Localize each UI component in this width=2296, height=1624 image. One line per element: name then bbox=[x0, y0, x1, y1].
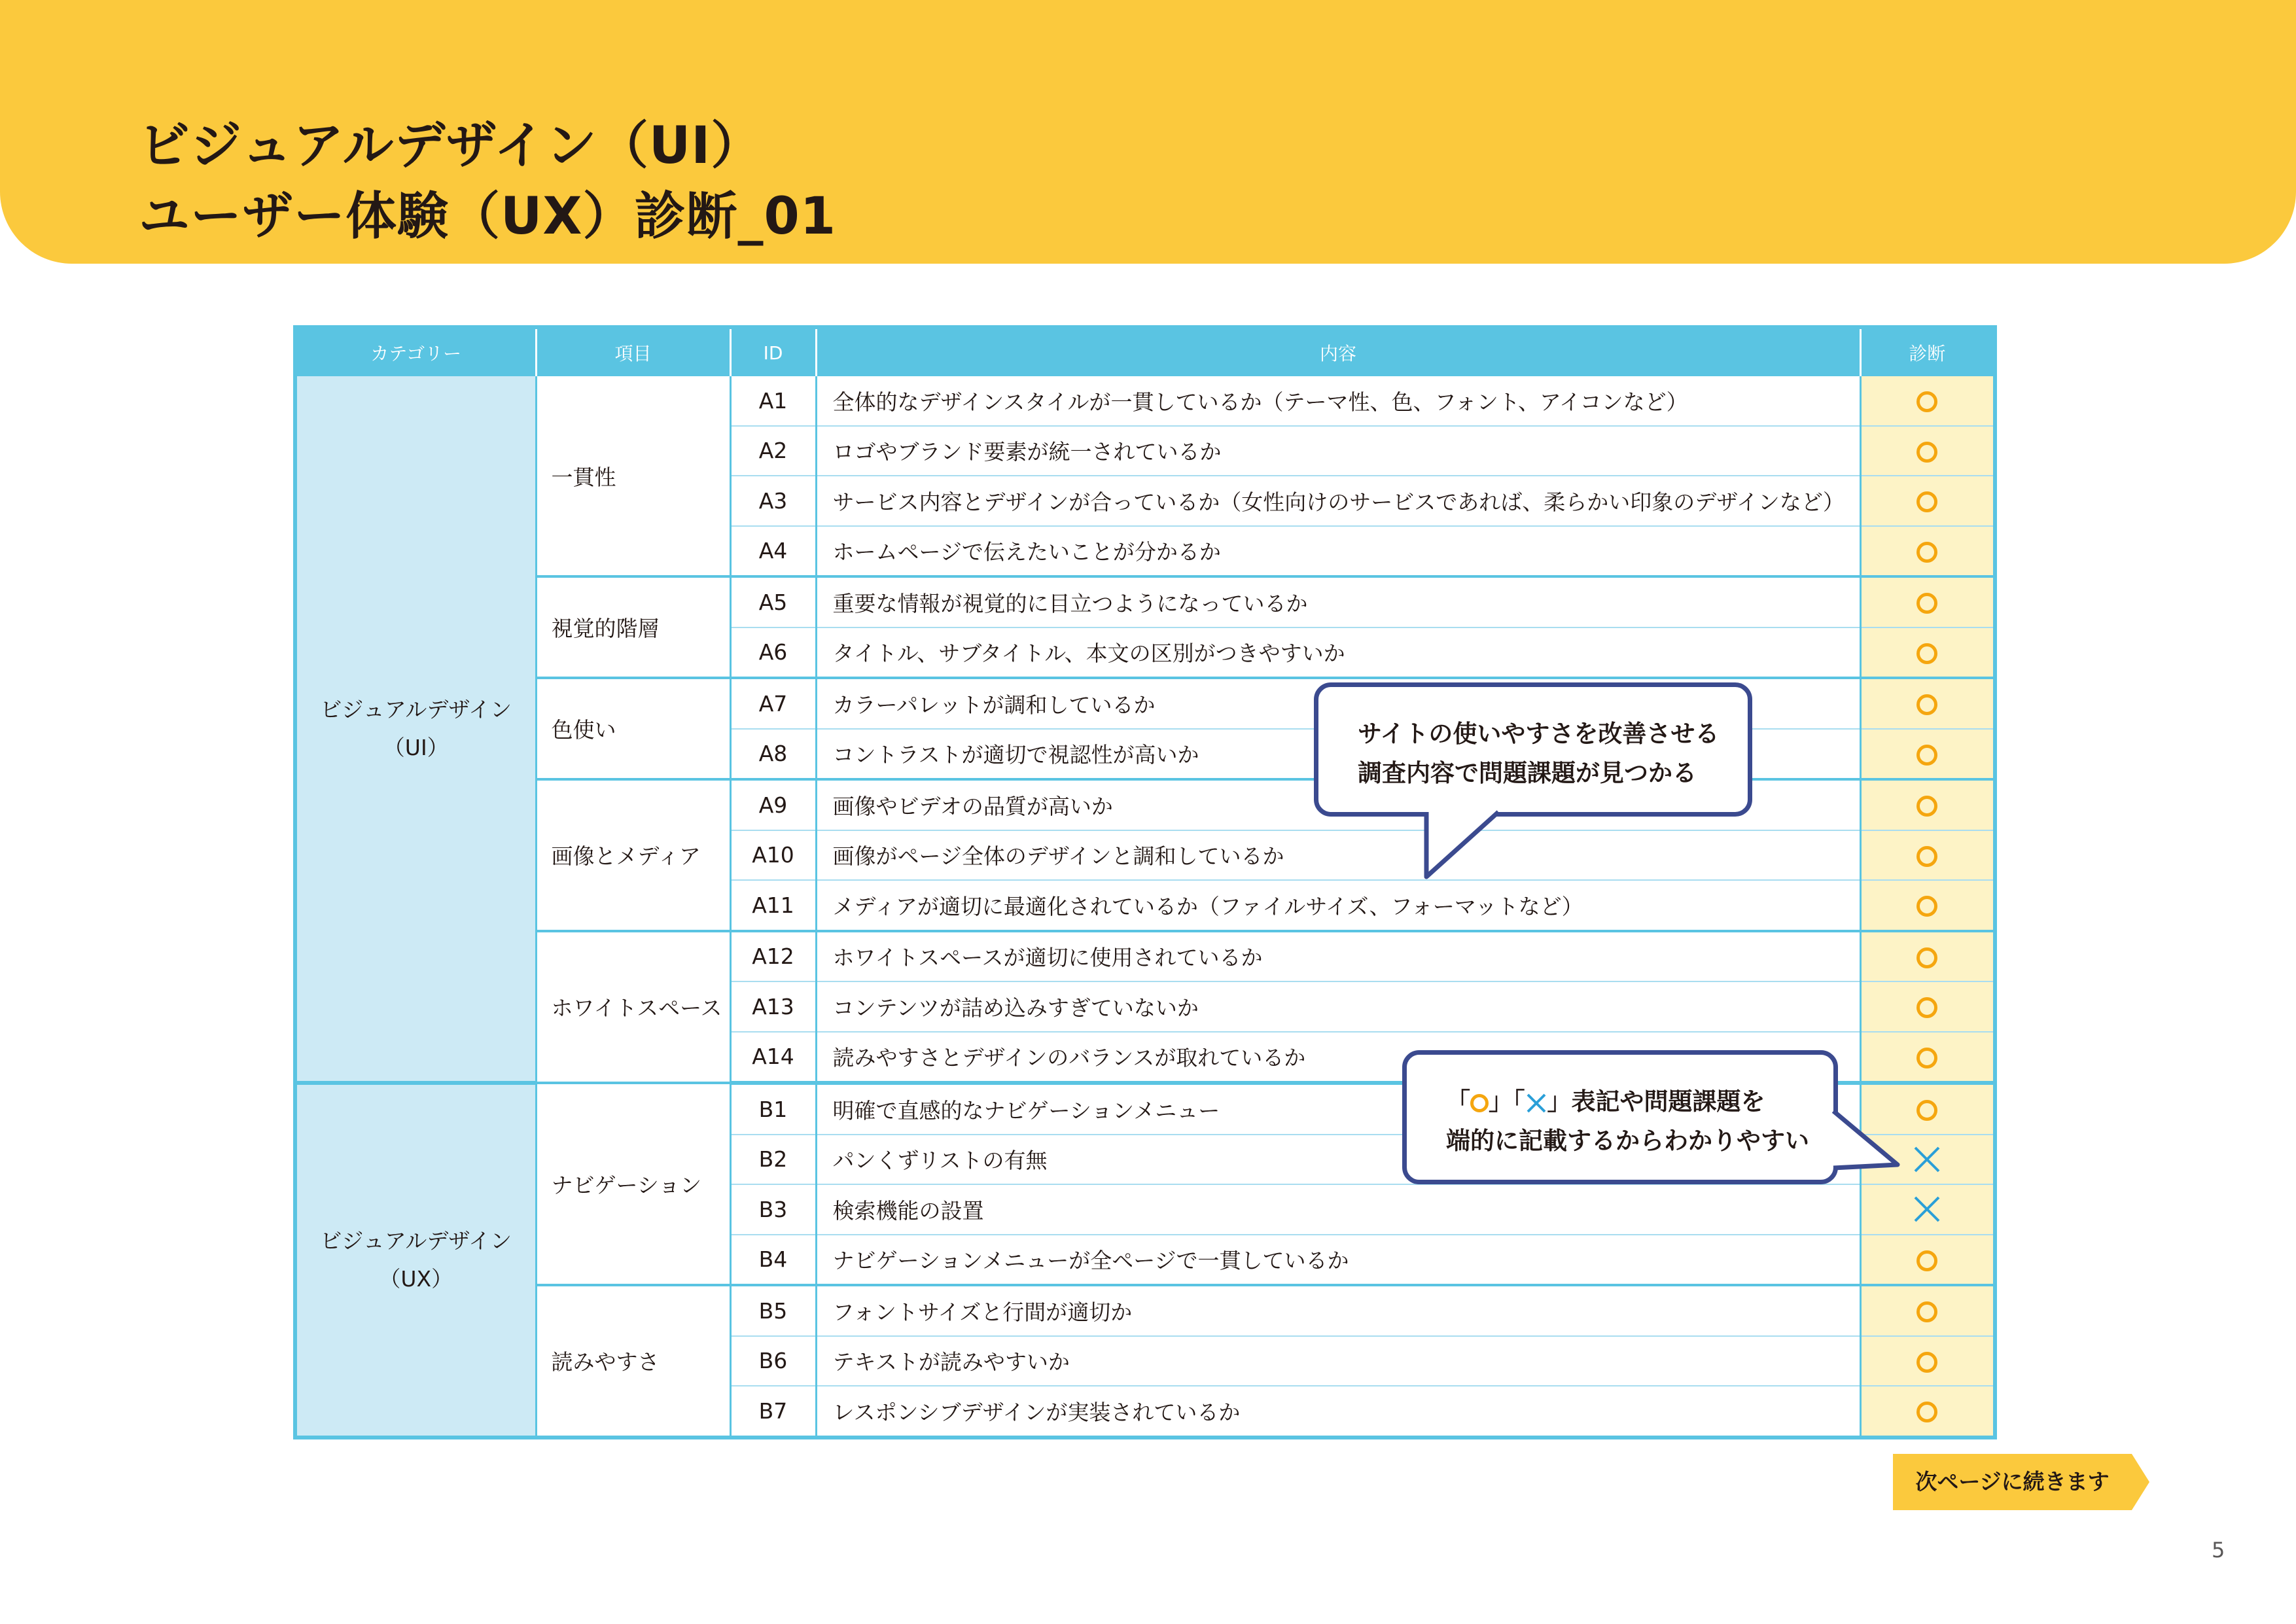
content-cell: 検索機能の設置 bbox=[816, 1184, 1860, 1235]
category-name: ビジュアルデザイン bbox=[320, 696, 512, 722]
id-cell: A4 bbox=[730, 526, 816, 577]
item-cell: 一貫性 bbox=[536, 376, 730, 576]
content-cell: メディアが適切に最適化されているか（ファイルサイズ、フォーマットなど） bbox=[816, 880, 1860, 931]
id-cell: A13 bbox=[730, 981, 816, 1032]
result-cell bbox=[1860, 931, 1995, 982]
id-cell: A11 bbox=[730, 880, 816, 931]
id-cell: B5 bbox=[730, 1285, 816, 1336]
page-title-line2: ユーザー体験（UX）診断_01 bbox=[139, 187, 837, 246]
content-cell: 全体的なデザインスタイルが一貫しているか（テーマ性、色、フォント、アイコンなど） bbox=[816, 376, 1860, 426]
next-page-label: 次ページに続きます bbox=[1915, 1469, 2110, 1494]
id-cell: A7 bbox=[730, 678, 816, 729]
result-cell bbox=[1860, 1285, 1995, 1336]
circle-mark-icon bbox=[1916, 1100, 1937, 1121]
callout-notation-tail bbox=[1832, 1106, 1911, 1178]
circle-mark-icon bbox=[1916, 796, 1937, 817]
circle-mark-icon bbox=[1916, 593, 1937, 614]
circle-mark-icon bbox=[1916, 846, 1937, 867]
cross-mark-icon bbox=[1913, 1195, 1941, 1224]
circle-mark-icon bbox=[1916, 491, 1937, 512]
content-cell: パンくずリストの有無 bbox=[816, 1135, 1860, 1185]
result-cell bbox=[1860, 981, 1995, 1032]
id-cell: A3 bbox=[730, 476, 816, 526]
id-cell: A2 bbox=[730, 426, 816, 476]
circle-mark-icon bbox=[1916, 694, 1937, 715]
callout-notation-line2: 端的に記載するからわかりやすい bbox=[1446, 1127, 1809, 1155]
category-name: ビジュアルデザイン bbox=[320, 1227, 512, 1254]
circle-mark-icon bbox=[1916, 947, 1937, 968]
column-header-content: 内容 bbox=[816, 327, 1860, 376]
id-cell: B3 bbox=[730, 1184, 816, 1235]
content-cell: ロゴやブランド要素が統一されているか bbox=[816, 426, 1860, 476]
id-cell: A5 bbox=[730, 576, 816, 627]
content-cell: コントラストが適切で視認性が高いか bbox=[816, 729, 1860, 780]
column-header-id: ID bbox=[730, 327, 816, 376]
result-cell bbox=[1860, 1336, 1995, 1386]
content-cell: レスポンシブデザインが実装されているか bbox=[816, 1386, 1860, 1438]
content-cell: カラーパレットが調和しているか bbox=[816, 678, 1860, 729]
column-header-category: カテゴリー bbox=[295, 327, 536, 376]
result-cell bbox=[1860, 779, 1995, 830]
content-cell: ホームページで伝えたいことが分かるか bbox=[816, 526, 1860, 577]
circle-mark-icon bbox=[1916, 442, 1937, 463]
table-row bbox=[295, 931, 1995, 982]
circle-mark-icon bbox=[1916, 896, 1937, 917]
result-cell bbox=[1860, 476, 1995, 526]
circle-mark-icon bbox=[1916, 542, 1937, 563]
callout-improvement-line1: サイトの使いやすさを改善させる bbox=[1358, 720, 1720, 748]
callout-bracket-close: 」 bbox=[1489, 1087, 1513, 1116]
content-cell: 重要な情報が視覚的に目立つようになっているか bbox=[816, 576, 1860, 627]
table-row bbox=[295, 576, 1995, 627]
id-cell: B4 bbox=[730, 1235, 816, 1286]
result-cell bbox=[1860, 678, 1995, 729]
result-cell bbox=[1860, 576, 1995, 627]
callout-bracket-open: 「 bbox=[1446, 1087, 1470, 1116]
result-cell bbox=[1860, 1184, 1995, 1235]
table-header-row bbox=[295, 327, 1995, 376]
content-cell: タイトル、サブタイトル、本文の区別がつきやすいか bbox=[816, 627, 1860, 679]
table-row bbox=[295, 1285, 1995, 1336]
callout-notation bbox=[1402, 1050, 1838, 1184]
id-cell: A14 bbox=[730, 1032, 816, 1084]
page-number: 5 bbox=[2212, 1538, 2225, 1562]
category-cell bbox=[295, 376, 536, 1083]
circle-mark-icon bbox=[1916, 1352, 1937, 1373]
circle-mark-icon bbox=[1916, 1301, 1937, 1322]
item-cell: 視覚的階層 bbox=[536, 576, 730, 678]
id-cell: B7 bbox=[730, 1386, 816, 1438]
callout-improvement-tail bbox=[1413, 810, 1518, 882]
circle-mark-icon bbox=[1916, 1402, 1937, 1422]
item-cell: ホワイトスペース bbox=[536, 931, 730, 1084]
callout-improvement bbox=[1314, 682, 1752, 817]
result-cell bbox=[1860, 880, 1995, 931]
id-cell: A12 bbox=[730, 931, 816, 982]
result-cell bbox=[1860, 627, 1995, 679]
id-cell: A6 bbox=[730, 627, 816, 679]
id-cell: A8 bbox=[730, 729, 816, 780]
content-cell: ナビゲーションメニューが全ページで一貫しているか bbox=[816, 1235, 1860, 1286]
circle-mark-icon bbox=[1916, 1250, 1937, 1271]
page-title-line1: ビジュアルデザイン（UI） bbox=[139, 116, 763, 175]
id-cell: B1 bbox=[730, 1083, 816, 1135]
circle-mark-icon bbox=[1916, 1048, 1937, 1068]
item-cell: 画像とメディア bbox=[536, 779, 730, 931]
result-cell bbox=[1860, 1032, 1995, 1084]
category-cell bbox=[295, 1083, 536, 1438]
cross-mark-icon bbox=[1525, 1092, 1547, 1114]
result-cell bbox=[1860, 729, 1995, 780]
result-cell bbox=[1860, 1235, 1995, 1286]
result-cell bbox=[1860, 1386, 1995, 1438]
callout-improvement-line2: 調査内容で問題課題が見つかる bbox=[1358, 759, 1697, 787]
id-cell: A10 bbox=[730, 830, 816, 881]
circle-mark-icon bbox=[1470, 1094, 1489, 1112]
category-subname: （UX） bbox=[379, 1265, 453, 1292]
callout-bracket-open-2: 「 bbox=[1513, 1087, 1525, 1116]
cross-mark-icon bbox=[1913, 1145, 1941, 1174]
callout-notation-text: 」表記や問題課題を bbox=[1547, 1087, 1765, 1116]
circle-mark-icon bbox=[1916, 997, 1937, 1018]
content-cell: コンテンツが詰め込みすぎていないか bbox=[816, 981, 1860, 1032]
column-header-item: 項目 bbox=[536, 327, 730, 376]
result-cell bbox=[1860, 376, 1995, 426]
category-subname: （UI） bbox=[383, 734, 449, 760]
diagnosis-table bbox=[293, 325, 1997, 1439]
id-cell: A1 bbox=[730, 376, 816, 426]
callout-notation-line1 bbox=[1446, 1082, 1833, 1121]
item-cell: 色使い bbox=[536, 678, 730, 779]
content-cell: 読みやすさとデザインのバランスが取れているか bbox=[816, 1032, 1860, 1084]
item-cell: 読みやすさ bbox=[536, 1285, 730, 1438]
column-header-result: 診断 bbox=[1860, 327, 1995, 376]
result-cell bbox=[1860, 526, 1995, 577]
result-cell bbox=[1860, 830, 1995, 881]
id-cell: B6 bbox=[730, 1336, 816, 1386]
table-row bbox=[295, 376, 1995, 426]
circle-mark-icon bbox=[1916, 391, 1937, 412]
circle-mark-icon bbox=[1916, 643, 1937, 664]
content-cell: 画像やビデオの品質が高いか bbox=[816, 779, 1860, 830]
result-cell bbox=[1860, 426, 1995, 476]
id-cell: A9 bbox=[730, 779, 816, 830]
content-cell: フォントサイズと行間が適切か bbox=[816, 1285, 1860, 1336]
id-cell: B2 bbox=[730, 1135, 816, 1185]
content-cell: テキストが読みやすいか bbox=[816, 1336, 1860, 1386]
content-cell: 画像がページ全体のデザインと調和しているか bbox=[816, 830, 1860, 881]
table-body bbox=[295, 376, 1995, 1438]
item-cell: ナビゲーション bbox=[536, 1083, 730, 1285]
content-cell: サービス内容とデザインが合っているか（女性向けのサービスであれば、柔らかい印象のデザインなど） bbox=[816, 476, 1860, 526]
content-cell: ホワイトスペースが適切に使用されているか bbox=[816, 931, 1860, 982]
content-cell: 明確で直感的なナビゲーションメニュー bbox=[816, 1083, 1860, 1135]
circle-mark-icon bbox=[1916, 745, 1937, 766]
